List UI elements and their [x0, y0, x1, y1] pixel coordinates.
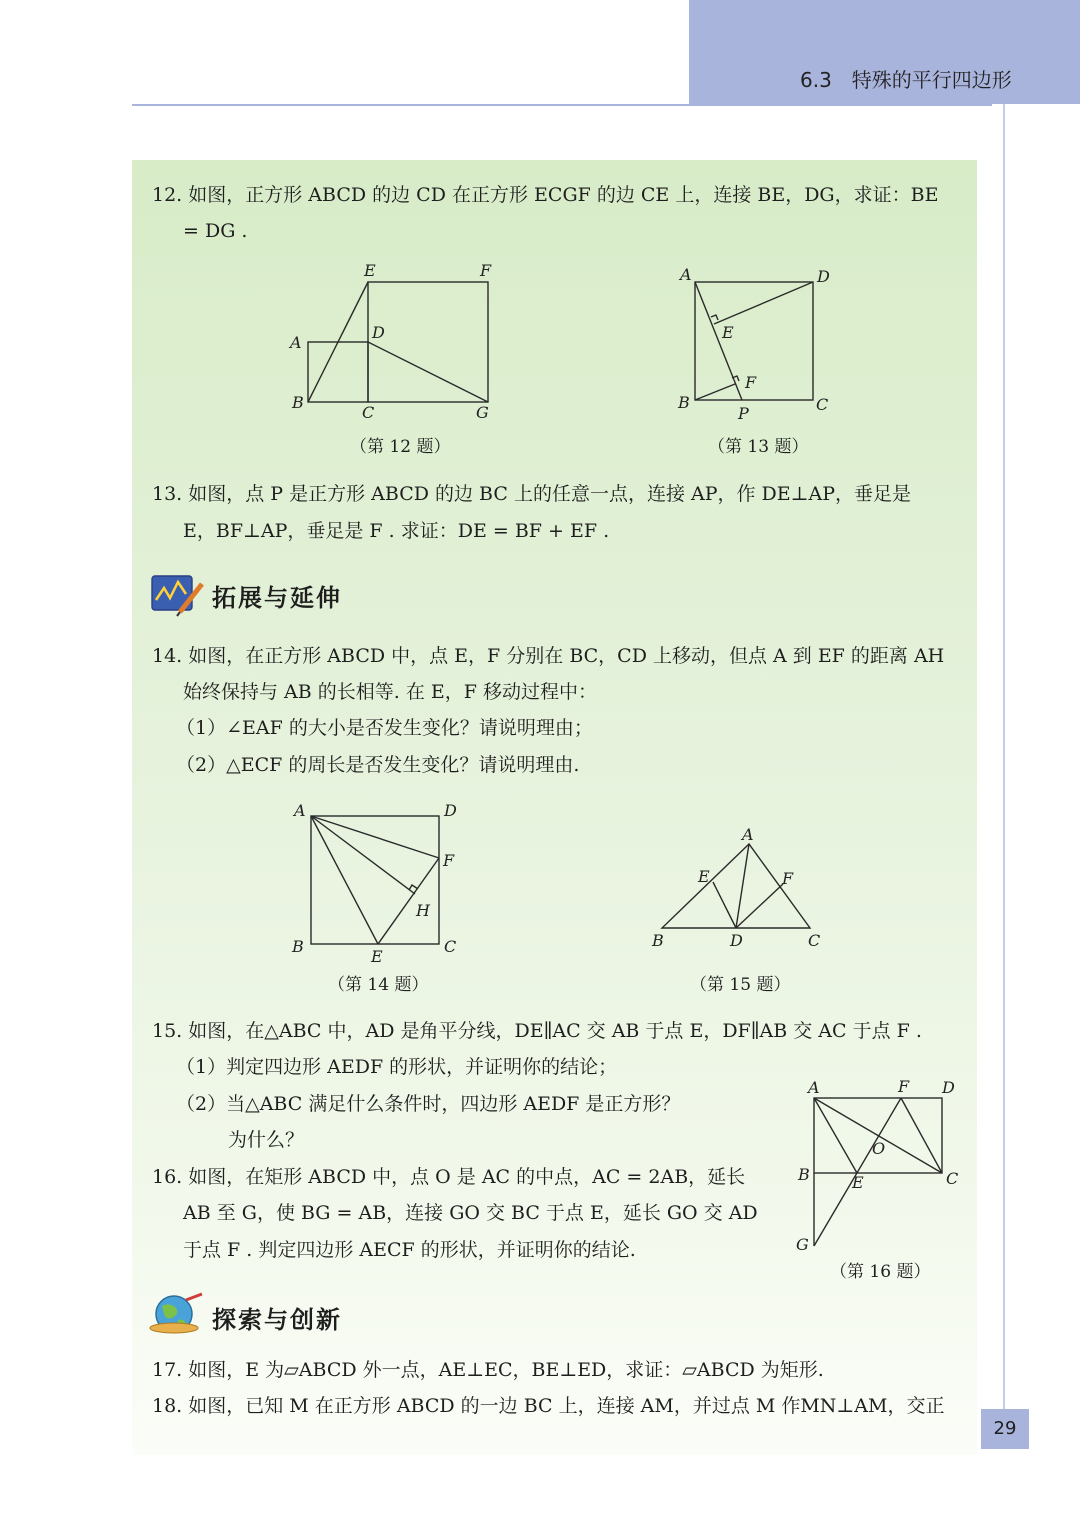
- problem-14-line-1: 14. 如图，在正方形 ABCD 中，点 E，F 分别在 BC，CD 上移动，但点 A 到 EF 的距离 AH: [152, 645, 945, 667]
- fig14-label-c: C: [444, 937, 457, 956]
- problem-15-line-1: 15. 如图，在△ABC 中，AD 是角平分线，DE∥AC 交 AB 于点 E，DF∥AB 交 AC 于点 F .: [152, 1020, 922, 1042]
- problem-13-line-2: E，BF⊥AP，垂足是 F . 求证：DE = BF + EF .: [183, 520, 610, 542]
- problem-15-question-1: （1）判定四边形 AEDF 的形状，并证明你的结论；: [176, 1056, 618, 1078]
- problem-15-question-2-cont: 为什么？: [228, 1129, 305, 1151]
- fig15-label-a: A: [742, 825, 754, 844]
- caption-figure-13: （第 13 题）: [708, 437, 809, 457]
- problem-12-line-1: 12. 如图，正方形 ABCD 的边 CD 在正方形 ECGF 的边 CE 上，连接 BE，DG，求证：BE: [152, 184, 939, 206]
- fig12-label-g: G: [476, 403, 489, 422]
- fig16-label-g: G: [796, 1235, 809, 1254]
- fig14-label-e: E: [371, 947, 383, 966]
- problem-14-line-2: 始终保持与 AB 的长相等. 在 E，F 移动过程中：: [183, 681, 597, 703]
- fig12-label-a: A: [290, 333, 302, 352]
- fig13-label-e: E: [722, 323, 734, 342]
- figure-16: [790, 1074, 970, 1259]
- fig14-label-b: B: [292, 937, 304, 956]
- fig16-label-f: F: [898, 1077, 910, 1096]
- fig15-label-d: D: [730, 931, 743, 950]
- fig14-label-f: F: [443, 851, 455, 870]
- problem-16-line-1: 16. 如图，在矩形 ABCD 中，点 O 是 AC 的中点，AC = 2AB，延长: [152, 1166, 746, 1188]
- fig15-label-f: F: [782, 869, 794, 888]
- fig13-label-c: C: [816, 395, 829, 414]
- fig16-label-o: O: [872, 1139, 886, 1158]
- caption-figure-12: （第 12 题）: [350, 437, 451, 457]
- globe-pen-icon: [150, 1292, 206, 1336]
- problem-12-line-2: = DG .: [183, 220, 248, 242]
- caption-figure-14: （第 14 题）: [328, 975, 429, 995]
- fig16-label-c: C: [946, 1169, 959, 1188]
- caption-figure-15: （第 15 题）: [690, 975, 791, 995]
- section-extend-title: 拓展与延伸: [212, 583, 342, 612]
- fig12-label-f: F: [480, 261, 492, 280]
- figure-13: [670, 262, 840, 432]
- page-number: 29: [981, 1409, 1029, 1449]
- figure-14: [286, 798, 466, 968]
- problem-16-line-2: AB 至 G，使 BG = AB，连接 GO 交 BC 于点 E，延长 GO 交 AD: [183, 1202, 758, 1224]
- problem-14-question-1: （1）∠EAF 的大小是否发生变化？请说明理由；: [176, 717, 593, 739]
- fig12-label-e: E: [364, 261, 376, 280]
- fig14-label-a: A: [294, 801, 306, 820]
- fig15-label-b: B: [652, 931, 664, 950]
- problem-13-line-1: 13. 如图，点 P 是正方形 ABCD 的边 BC 上的任意一点，连接 AP，作 DE⊥AP，垂足是: [152, 483, 911, 505]
- margin-divider: [1003, 104, 1005, 1414]
- fig16-label-e: E: [852, 1173, 864, 1192]
- fig16-label-b: B: [798, 1165, 810, 1184]
- fig15-label-e: E: [698, 867, 710, 886]
- caption-figure-16: （第 16 题）: [830, 1262, 931, 1282]
- fig13-label-a: A: [680, 265, 692, 284]
- problem-16-line-3: 于点 F . 判定四边形 AECF 的形状，并证明你的结论.: [183, 1239, 636, 1261]
- section-title: 6.3 特殊的平行四边形: [800, 68, 1012, 92]
- fig15-label-c: C: [808, 931, 821, 950]
- problem-18-line-1: 18. 如图，已知 M 在正方形 ABCD 的一边 BC 上，连接 AM，并过点 M 作MN⊥AM，交正: [152, 1395, 945, 1417]
- chart-pencil-icon: [150, 572, 206, 616]
- problem-17-line-1: 17. 如图，E 为▱ABCD 外一点，AE⊥EC，BE⊥ED，求证：▱ABCD 为矩形.: [152, 1359, 824, 1381]
- figure-15: [646, 822, 836, 952]
- problem-14-question-2: （2）△ECF 的周长是否发生变化？请说明理由.: [176, 754, 580, 776]
- fig13-label-d: D: [817, 267, 830, 286]
- fig13-label-b: B: [678, 393, 690, 412]
- fig12-label-d: D: [372, 323, 385, 342]
- section-explore-title: 探索与创新: [212, 1305, 342, 1334]
- fig12-label-b: B: [292, 393, 304, 412]
- fig14-label-d: D: [444, 801, 457, 820]
- problem-15-question-2: （2）当△ABC 满足什么条件时，四边形 AEDF 是正方形？: [176, 1093, 681, 1115]
- figure-12: [280, 260, 510, 430]
- fig13-label-p: P: [738, 404, 749, 423]
- fig14-label-h: H: [416, 901, 430, 920]
- fig13-label-f: F: [745, 373, 757, 392]
- header-divider: [132, 104, 992, 106]
- fig16-label-d: D: [942, 1078, 955, 1097]
- fig16-label-a: A: [808, 1078, 820, 1097]
- fig12-label-c: C: [362, 403, 375, 422]
